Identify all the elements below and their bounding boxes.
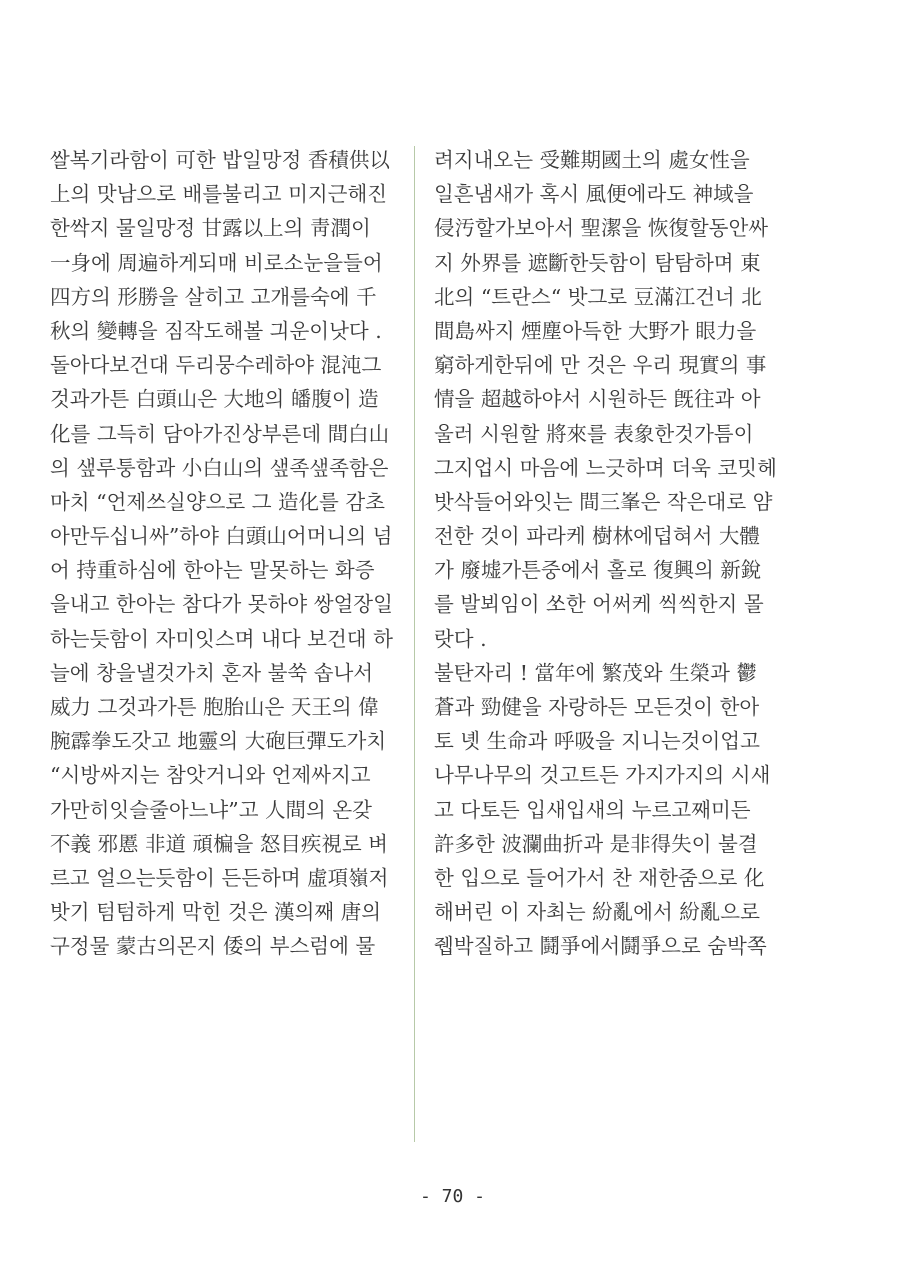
text-line: 고 다토든 입새입새의 누르고째미든 (434, 797, 751, 822)
left-text-column (50, 143, 395, 964)
text-line: 間島싸지 煙塵아득한 大野가 眼力을 (434, 318, 757, 343)
text-line: 아만두십니싸”하야 白頭山어머니의 넘 (50, 524, 393, 549)
text-line: 르고 얼으는듯함이 든든하며 虛項嶺저 (50, 865, 389, 890)
text-line: 것과가튼 白頭山은 大地의 皤腹이 造 (50, 387, 379, 412)
text-line: 情을 超越하야서 시원하든 旣往과 아 (434, 387, 761, 412)
text-line: 蒼과 勁健을 자랑하든 모든것이 한아 (434, 695, 760, 719)
text-line: 구정물 蒙古의몬지 倭의 부스럼에 물 (50, 934, 376, 959)
text-line: 를 발뵈임이 쏘한 어써케 씩씩한지 몰 (434, 592, 764, 617)
text-line: 腕霹拳도갓고 地靈의 大砲巨彈도가치 (50, 729, 387, 754)
text-line: 나무나무의 것고트든 가지가지의 시새 (434, 763, 771, 788)
text-line: 의 샢루퉁함과 小白山의 샢족샢족함은 (50, 455, 389, 480)
text-line: 을내고 한아는 참다가 못하야 쌍얼장일 (50, 592, 393, 617)
text-line: 가만히잇슬줄아느냐”고 人間의 온갖 (50, 797, 372, 822)
text-line: 威力 그것과가튼 胞胎山은 天王의 偉 (50, 695, 379, 719)
text-line: 밧기 텀텀하게 막힌 것은 漢의째 唐의 (50, 900, 382, 925)
text-line: 四方의 形勝을 살히고 고개를숙에 千 (50, 284, 377, 309)
text-line: 토 녯 生命과 呼吸을 지니는것이업고 (434, 729, 760, 754)
text-line: 一身에 周遍하게되매 비로소눈을들어 (50, 250, 383, 275)
page-number: - 70 - (419, 1186, 486, 1207)
text-line: 쥅박질하고 鬪爭에서鬪爭으로 숨박쪽 (434, 934, 767, 959)
text-line: 化를 그득히 담아가진상부른데 間白山 (50, 421, 390, 446)
text-line: 늘에 창을낼것가치 혼자 불쑥 솝나서 (50, 660, 374, 685)
text-line: 일흔냄새가 혹시 風便에라도 神域을 (434, 182, 754, 207)
text-line: 不義 邪慝 非道 頑楄을 怒目疾視로 벼 (50, 831, 388, 856)
text-line: 마치 “언제쓰실양으로 그 造化를 감초 (50, 489, 385, 514)
text-line: 侵汚할가보아서 聖潔을 恢復할동안싸 (434, 216, 769, 241)
text-line: 랏다 . (434, 626, 487, 651)
text-line: 許多한 波瀾曲折과 是非得失이 불결 (434, 831, 758, 856)
text-line: 窮하게한뒤에 만 것은 우리 現實의 事 (434, 353, 767, 378)
right-text-column (434, 143, 784, 964)
text-line: 北의 “트란스“ 밧그로 豆滿江건너 北 (434, 284, 762, 309)
text-line: 울러 시원할 將來를 表象한것가틈이 (434, 421, 754, 446)
text-line: 上의 맛남으로 배를불리고 미지근해진 (50, 182, 388, 207)
text-line: 해버린 이 자최는 紛亂에서 紛亂으로 (434, 900, 760, 925)
text-line: 쌀복기라함이 可한 밥일망정 香積供以 (50, 148, 390, 172)
text-line: 그지업시 마음에 느긋하며 더욱 코밋헤 (434, 455, 777, 480)
text-line: 가 廢墟가튼중에서 홀로 復興의 新銳 (434, 558, 762, 583)
column-divider (414, 146, 415, 1142)
text-line: 불탄자리 ! 當年에 繁茂와 生榮과 鬱 (434, 660, 757, 685)
text-line: 한 입으로 들어가서 찬 재한줌으로 化 (434, 865, 765, 890)
text-line: 전한 것이 파라케 樹林에덥혀서 大體 (434, 524, 760, 549)
text-line: 밧삭들어와잇는 間三峯은 작은대로 얌 (434, 489, 773, 514)
text-line: 돌아다보건대 두리뭉수레하야 混沌그 (50, 353, 382, 378)
text-line: 하는듯함이 자미잇스며 내다 보건대 하 (50, 626, 393, 651)
text-line: “시방싸지는 참앗거니와 언제싸지고 (50, 763, 371, 788)
text-line: 秋의 變轉을 짐작도해볼 긔운이낫다 . (50, 318, 382, 343)
text-line: 어 持重하심에 한아는 말못하는 화증 (50, 558, 375, 583)
text-line: 려지내오는 受難期國土의 處女性을 (434, 148, 750, 172)
text-line: 한싹지 물일망정 甘露以上의 靑潤이 (50, 216, 371, 241)
text-line: 지 外界를 遮斷한듯함이 탐탐하며 東 (434, 250, 761, 275)
